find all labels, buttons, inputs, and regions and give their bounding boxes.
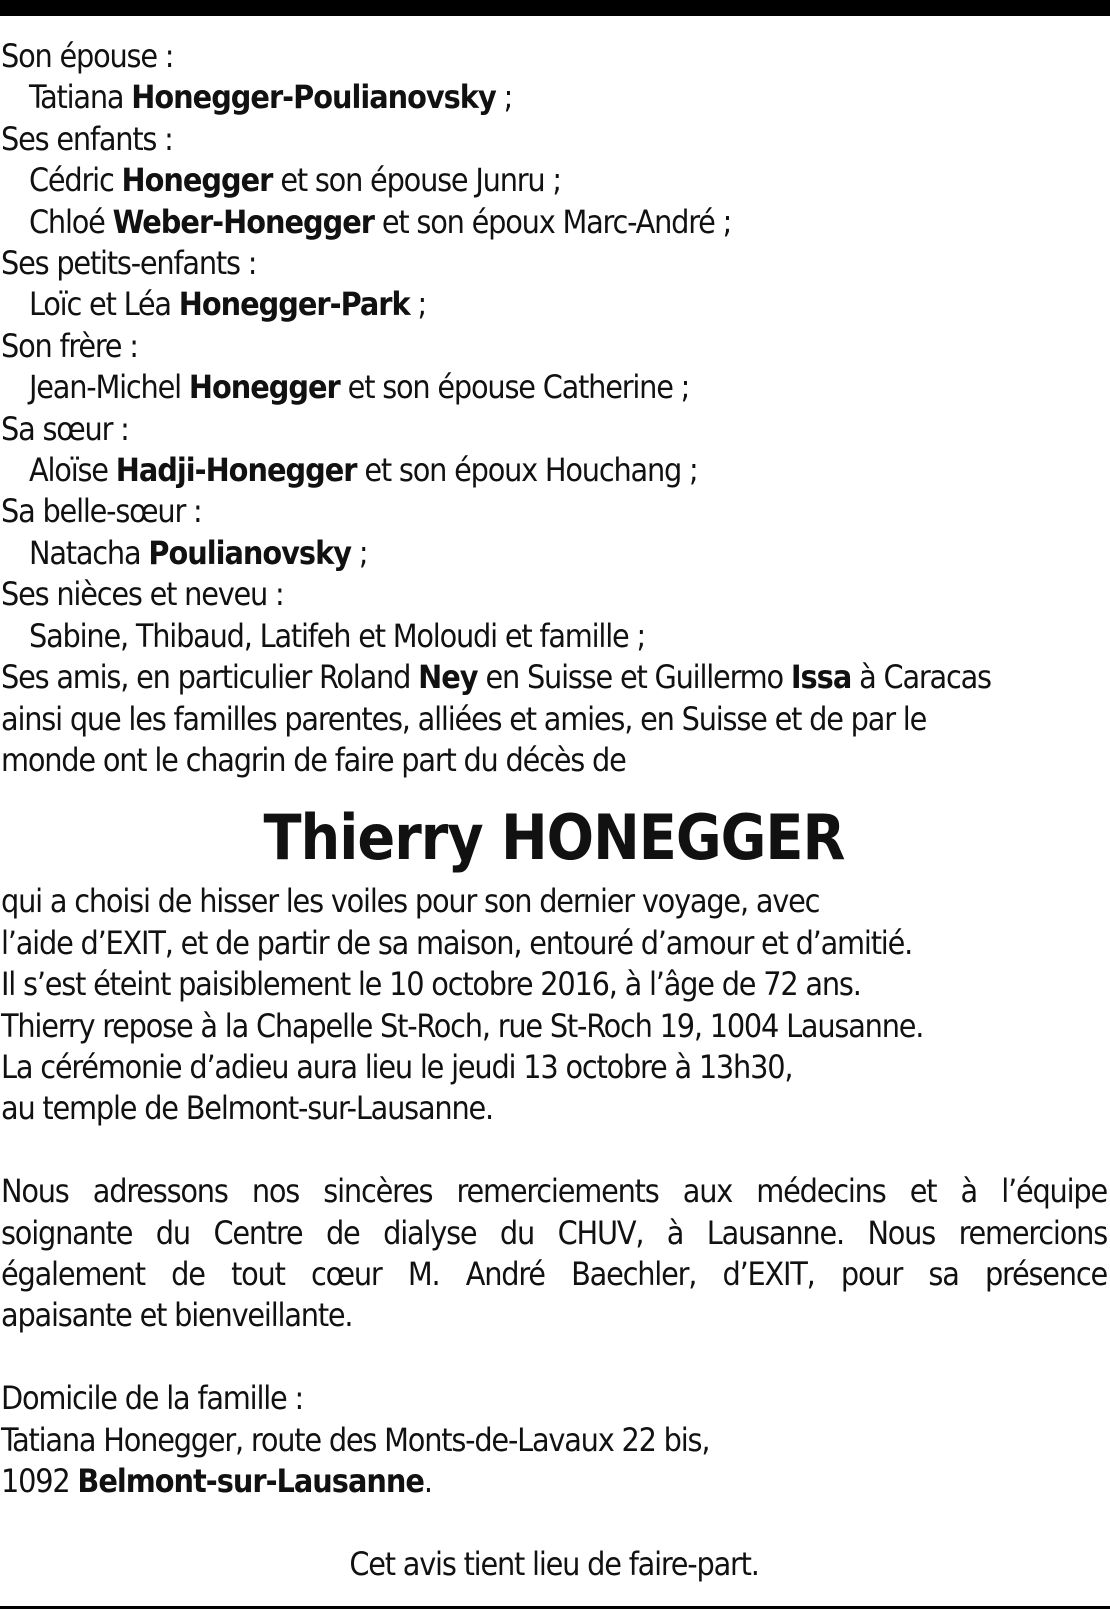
domicile-address: Tatiana Honegger, route des Monts-de-Lavaux 22 bis, bbox=[1, 1420, 710, 1459]
thanks-line: soignante du Centre de dialyse du CHUV, à Lausanne. Nous remercions bbox=[1, 1213, 1107, 1252]
relative-surname: Honegger bbox=[121, 161, 273, 200]
friends-text: Ses amis, en particulier Roland bbox=[1, 658, 419, 697]
relative-given: Jean-Michel bbox=[29, 368, 189, 407]
detail-line: au temple de Belmont-sur-Lausanne. bbox=[1, 1089, 493, 1128]
thanks-line: apaisante et bienveillante. bbox=[1, 1296, 353, 1335]
relative-given: Sabine, Thibaud, Latifeh et Moloudi et famille ; bbox=[29, 616, 645, 655]
relation-heading: Ses petits-enfants : bbox=[1, 244, 257, 283]
spacer bbox=[1, 1337, 1107, 1378]
relation-heading: Ses nièces et neveu : bbox=[1, 575, 284, 614]
relative-line bbox=[1, 202, 1107, 243]
relative-line bbox=[1, 533, 1107, 574]
relation-heading: Sa sœur : bbox=[1, 409, 129, 448]
relative-rest: et son épouse Junru ; bbox=[272, 161, 561, 200]
relative-line bbox=[1, 160, 1107, 201]
relative-surname: Honegger-Poulianovsky bbox=[131, 78, 496, 117]
relative-surname: Honegger bbox=[188, 368, 340, 407]
relative-line bbox=[1, 616, 1107, 657]
relative-surname: Hadji-Honegger bbox=[115, 451, 357, 490]
deceased-name: Thierry HONEGGER bbox=[263, 801, 845, 875]
friends-line: monde ont le chagrin de faire part du décès de bbox=[1, 740, 626, 779]
relative-rest: ; bbox=[350, 533, 368, 572]
relative-given: Aloïse bbox=[29, 451, 116, 490]
relation-heading: Sa belle-sœur : bbox=[1, 492, 202, 531]
friends-text: à Caracas bbox=[851, 658, 991, 697]
relative-surname: Weber-Honegger bbox=[112, 202, 374, 241]
relative-rest: et son époux Houchang ; bbox=[356, 451, 698, 490]
punctuation: . bbox=[423, 1461, 432, 1500]
top-rule bbox=[0, 0, 1110, 16]
relative-surname: Honegger-Park bbox=[178, 285, 410, 324]
relative-surname: Poulianovsky bbox=[148, 533, 351, 572]
postcode: 1092 bbox=[1, 1461, 78, 1500]
relation-heading: Son épouse : bbox=[1, 37, 174, 75]
friend-surname: Ney bbox=[418, 658, 478, 697]
relative-rest: et son époux Marc-André ; bbox=[373, 202, 732, 241]
relative-line bbox=[1, 284, 1107, 325]
thanks-line: également de tout cœur M. André Baechler, d’EXIT, pour sa présence bbox=[1, 1254, 1107, 1293]
relative-given: Tatiana bbox=[29, 78, 132, 117]
relation-heading: Ses enfants : bbox=[1, 119, 173, 158]
friend-surname: Issa bbox=[790, 658, 852, 697]
relative-line bbox=[1, 450, 1107, 491]
relative-rest: ; bbox=[495, 78, 513, 117]
detail-line: l’aide d’EXIT, et de partir de sa maison, entouré d’amour et d’amitié. bbox=[1, 923, 913, 962]
domicile-town-line bbox=[1, 1461, 1107, 1502]
relative-given: Loïc et Léa bbox=[29, 285, 179, 324]
relative-line bbox=[1, 77, 1107, 118]
relative-line bbox=[1, 367, 1107, 408]
domicile-heading: Domicile de la famille : bbox=[1, 1379, 304, 1418]
closing-note: Cet avis tient lieu de faire-part. bbox=[349, 1544, 759, 1583]
relation-heading: Son frère : bbox=[1, 326, 138, 365]
death-notice bbox=[1, 36, 1107, 1585]
friends-text: en Suisse et Guillermo bbox=[477, 658, 791, 697]
thanks-line: Nous adressons nos sincères remerciements aux médecins et à l’équipe bbox=[1, 1172, 1107, 1211]
spacer bbox=[1, 1502, 1107, 1543]
relative-rest: et son épouse Catherine ; bbox=[339, 368, 690, 407]
deceased-name-block bbox=[1, 781, 1107, 881]
detail-line: La cérémonie d’adieu aura lieu le jeudi 13 octobre à 13h30, bbox=[1, 1047, 793, 1086]
town: Belmont-sur-Lausanne bbox=[77, 1461, 424, 1500]
friends-line: ainsi que les familles parentes, alliées et amies, en Suisse et de par le bbox=[1, 699, 927, 738]
spacer bbox=[1, 1130, 1107, 1171]
relative-rest: ; bbox=[409, 285, 427, 324]
friends-line bbox=[1, 657, 1107, 698]
relative-given: Natacha bbox=[29, 533, 149, 572]
relative-given: Cédric bbox=[29, 161, 122, 200]
detail-line: qui a choisi de hisser les voiles pour son dernier voyage, avec bbox=[1, 882, 820, 921]
detail-line: Thierry repose à la Chapelle St-Roch, rue St-Roch 19, 1004 Lausanne. bbox=[1, 1006, 924, 1045]
relative-given: Chloé bbox=[29, 202, 113, 241]
detail-line: Il s’est éteint paisiblement le 10 octobre 2016, à l’âge de 72 ans. bbox=[1, 965, 861, 1004]
